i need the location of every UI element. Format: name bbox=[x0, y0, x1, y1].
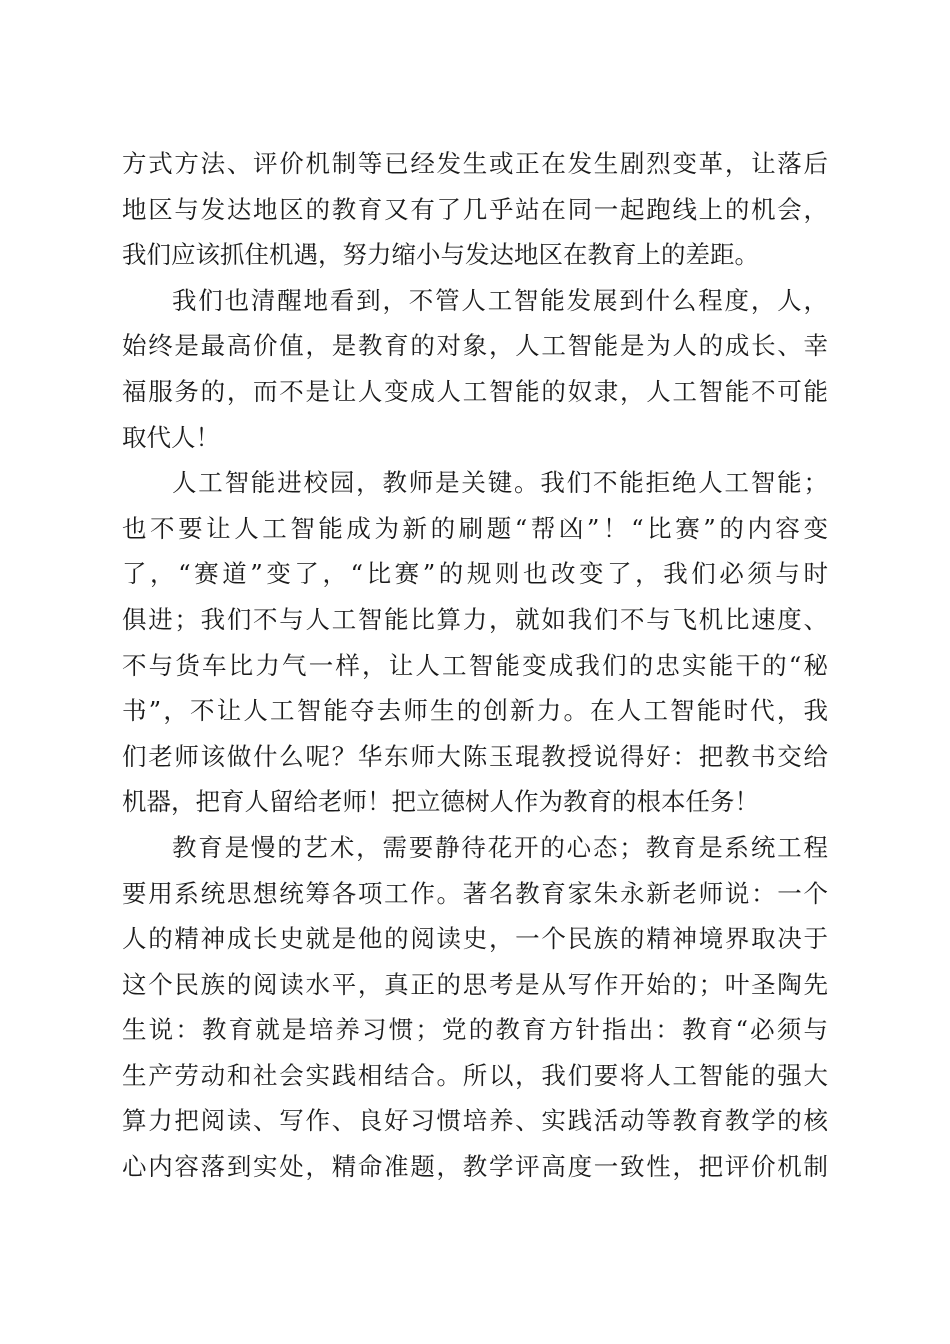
document-page bbox=[122, 141, 828, 1190]
text-line: 也不要让人工智能成为新的刷题“帮凶”！“比赛”的内容变 bbox=[122, 513, 828, 543]
text-line: 们老师该做什么呢？华东师大陈玉琨教授说得好：把教书交给 bbox=[122, 741, 828, 771]
text-line: 地区与发达地区的教育又有了几乎站在同一起跑线上的机会， bbox=[122, 194, 828, 224]
text-line: 人的精神成长史就是他的阅读史，一个民族的精神境界取决于 bbox=[122, 924, 828, 954]
text-line: 我们应该抓住机遇，努力缩小与发达地区在教育上的差距。 bbox=[122, 240, 759, 270]
text-line: 要用系统思想统筹各项工作。著名教育家朱永新老师说：一个 bbox=[122, 878, 828, 908]
text-line: 生产劳动和社会实践相结合。所以，我们要将人工智能的强大 bbox=[122, 1060, 828, 1090]
text-line: 方式方法、评价机制等已经发生或正在发生剧烈变革，让落后 bbox=[122, 149, 828, 178]
text-line: 心内容落到实处，精命准题，教学评高度一致性，把评价机制 bbox=[122, 1152, 828, 1182]
text-line: 取代人！ bbox=[122, 422, 220, 452]
text-line: 始终是最高价值，是教育的对象，人工智能是为人的成长、幸 bbox=[122, 331, 828, 361]
text-line: 书”，不让人工智能夺去师生的创新力。在人工智能时代，我 bbox=[122, 696, 828, 726]
text-line: 生说：教育就是培养习惯；党的教育方针指出：教育“必须与 bbox=[122, 1015, 828, 1045]
text-line: 我们也清醒地看到，不管人工智能发展到什么程度，人， bbox=[172, 285, 828, 315]
text-line: 了，“赛道”变了，“比赛”的规则也改变了，我们必须与时 bbox=[122, 559, 828, 589]
text-line: 教育是慢的艺术，需要静待花开的心态；教育是系统工程 bbox=[172, 832, 828, 862]
text-line: 机器，把育人留给老师！把立德树人作为教育的根本任务！ bbox=[122, 787, 759, 817]
text-line: 算力把阅读、写作、良好习惯培养、实践活动等教育教学的核 bbox=[122, 1106, 828, 1136]
text-line: 俱进；我们不与人工智能比算力，就如我们不与飞机比速度、 bbox=[122, 604, 828, 634]
text-line: 福服务的，而不是让人变成人工智能的奴隶，人工智能不可能 bbox=[122, 376, 828, 406]
text-line: 不与货车比力气一样，让人工智能变成我们的忠实能干的“秘 bbox=[122, 650, 828, 680]
text-line: 这个民族的阅读水平，真正的思考是从写作开始的；叶圣陶先 bbox=[122, 969, 828, 999]
text-line: 人工智能进校园，教师是关键。我们不能拒绝人工智能； bbox=[172, 468, 828, 498]
